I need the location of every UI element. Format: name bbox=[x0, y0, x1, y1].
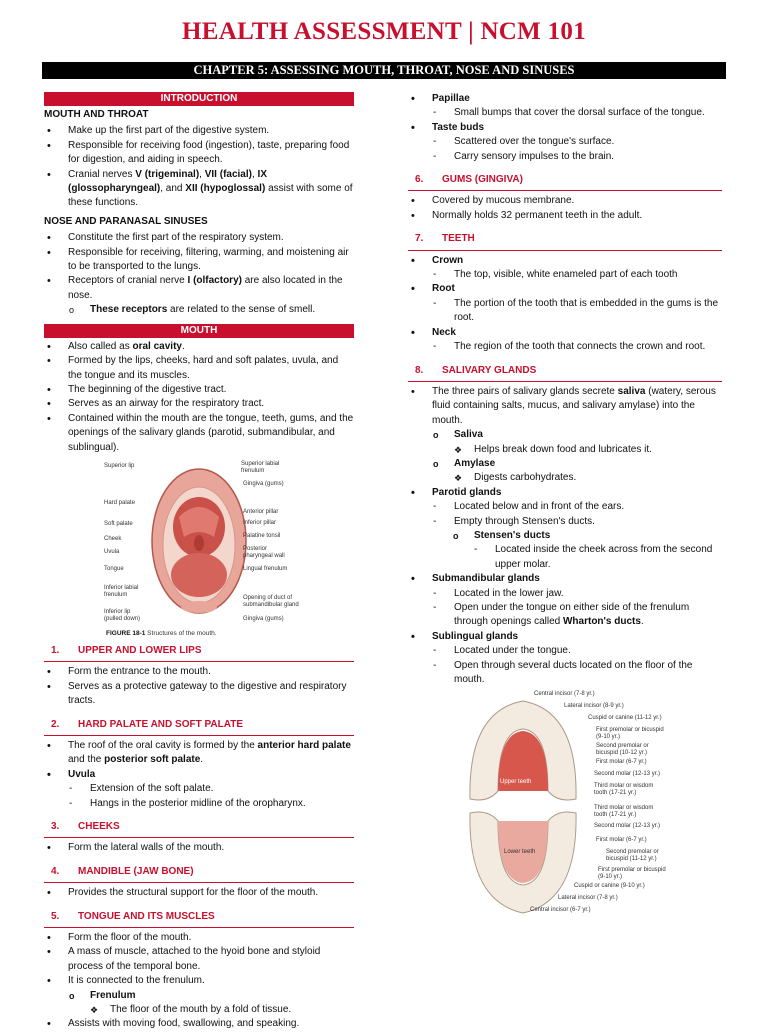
list-subitem: - Open through several ducts located on the floor of the mouth. bbox=[408, 659, 722, 688]
section-heading: 5. TONGUE AND ITS MUSCLES bbox=[44, 907, 354, 928]
mouth-figure bbox=[44, 457, 354, 635]
tooth-label: Cuspid or canine (11-12 yr.) bbox=[588, 715, 662, 722]
list-subitem: - Scattered over the tongue's surface. bbox=[408, 135, 722, 149]
list-subitem: o Stensen's ducts bbox=[408, 529, 722, 543]
list-item: • Serves as a protective gateway to the digestive and respiratory tracts. bbox=[44, 680, 354, 709]
figure-label: Gingiva (gums) bbox=[243, 615, 284, 622]
tooth-label: Lateral incisor (7-8 yr.) bbox=[558, 895, 618, 902]
list-item: • Serves as an airway for the respiratory tract. bbox=[44, 397, 354, 411]
figure-label: Gingiva (gums) bbox=[243, 480, 284, 487]
figure-label: Soft palate bbox=[104, 520, 133, 527]
left-column bbox=[44, 92, 354, 1032]
list-item: • Form the lateral walls of the mouth. bbox=[44, 841, 354, 855]
section-heading: 4. MANDIBLE (JAW BONE) bbox=[44, 862, 354, 883]
figure-label: Superior labial frenulum bbox=[241, 460, 280, 474]
mouth-bar: MOUTH bbox=[44, 324, 354, 338]
figure-label: Superior lip bbox=[104, 462, 135, 469]
section-heading: 6. GUMS (GINGIVA) bbox=[408, 170, 722, 191]
list-subitem: - Extension of the soft palate. bbox=[44, 782, 354, 796]
figure-label: Uvula bbox=[104, 548, 120, 555]
figure-label: Inferior pillar bbox=[243, 519, 277, 526]
list-item: • Receptors of cranial nerve I (olfactory) are also located in the nose. bbox=[44, 274, 354, 303]
tooth-label: Cuspid or canine (9-10 yr.) bbox=[574, 883, 645, 890]
figure-label: Inferior lip (pulled down) bbox=[104, 608, 141, 622]
chapter-bar: CHAPTER 5: ASSESSING MOUTH, THROAT, NOSE AND SINUSES bbox=[42, 62, 726, 79]
list-subitem: - Hangs in the posterior midline of the oropharynx. bbox=[44, 797, 354, 811]
list-item: • The three pairs of salivary glands secrete saliva (watery, serous fluid containing salts, mucus, and salivary amylase) into the mouth. bbox=[408, 385, 722, 428]
lower-teeth-label: Lower teeth bbox=[504, 849, 536, 856]
list-subitem: - Small bumps that cover the dorsal surface of the tongue. bbox=[408, 106, 722, 120]
tooth-label: Second molar (12-13 yr.) bbox=[594, 823, 661, 830]
list-item: • Covered by mucous membrane. bbox=[408, 194, 722, 208]
list-item: • Make up the first part of the digestive system. bbox=[44, 124, 354, 138]
section-heading: 7. TEETH bbox=[408, 229, 722, 250]
list-item: • Crown bbox=[408, 254, 722, 268]
list-item: • The roof of the oral cavity is formed by the anterior hard palate and the posterior soft palate. bbox=[44, 739, 354, 768]
list-subitem: - The top, visible, white enameled part of each tooth bbox=[408, 268, 722, 282]
list-subitem: - Located below and in front of the ears. bbox=[408, 500, 722, 514]
list-item: • Provides the structural support for the floor of the mouth. bbox=[44, 886, 354, 900]
list-subitem: o Saliva bbox=[408, 428, 722, 442]
list-subitem: o These receptors are related to the sense of smell. bbox=[44, 303, 354, 317]
section-heading: 1. UPPER AND LOWER LIPS bbox=[44, 641, 354, 662]
section-heading: 2. HARD PALATE AND SOFT PALATE bbox=[44, 715, 354, 736]
figure-label: Cheek bbox=[104, 535, 122, 542]
figure-label: Anterior pillar bbox=[243, 508, 279, 515]
section-heading: 3. CHEEKS bbox=[44, 817, 354, 838]
list-item: • Constitute the first part of the respiratory system. bbox=[44, 231, 354, 245]
figure-label: Inferior labial frenulum bbox=[104, 584, 139, 598]
list-item: • Also called as oral cavity. bbox=[44, 340, 354, 354]
list-subitem: - Located in the lower jaw. bbox=[408, 587, 722, 601]
introduction-bar: INTRODUCTION bbox=[44, 92, 354, 106]
list-subitem: - Located under the tongue. bbox=[408, 644, 722, 658]
tooth-label: Central incisor (7-8 yr.) bbox=[534, 691, 595, 698]
list-item: • Uvula bbox=[44, 768, 354, 782]
figure-label: Tongue bbox=[104, 565, 124, 572]
list-item: • Parotid glands bbox=[408, 486, 722, 500]
tooth-label: First premolar or bicuspid (9-10 yr.) bbox=[598, 867, 666, 881]
list-item: • Taste buds bbox=[408, 121, 722, 135]
tooth-label: Second premolar or bicuspid (11-12 yr.) bbox=[606, 849, 659, 863]
teeth-figure bbox=[408, 691, 722, 931]
list-subitem: - Empty through Stensen's ducts. bbox=[408, 515, 722, 529]
list-item: • Contained within the mouth are the tongue, teeth, gums, and the openings of the salivary glands (parotid, submandibular, and sublingual). bbox=[44, 412, 354, 455]
right-column bbox=[408, 92, 722, 931]
list-subitem: ❖ Helps break down food and lubricates it. bbox=[408, 443, 722, 457]
tooth-label: Second molar (12-13 yr.) bbox=[594, 771, 661, 778]
list-item: • Form the floor of the mouth. bbox=[44, 931, 354, 945]
list-item: • It is connected to the frenulum. bbox=[44, 974, 354, 988]
list-subitem: - Located inside the cheek across from the second upper molar. bbox=[408, 543, 722, 572]
tooth-label: First molar (6-7 yr.) bbox=[596, 837, 647, 844]
list-item: • Form the entrance to the mouth. bbox=[44, 665, 354, 679]
list-subitem: - Carry sensory impulses to the brain. bbox=[408, 150, 722, 164]
tooth-label: Central incisor (6-7 yr.) bbox=[530, 907, 591, 914]
page-title: HEALTH ASSESSMENT | NCM 101 bbox=[182, 18, 586, 45]
list-subitem: ❖ The floor of the mouth by a fold of tissue. bbox=[44, 1003, 354, 1017]
upper-teeth-label: Upper teeth bbox=[500, 779, 532, 786]
list-item: • Responsible for receiving food (ingestion), taste, preparing food for digestion, and aiding in speech. bbox=[44, 139, 354, 168]
figure-label: Hard palate bbox=[104, 499, 136, 506]
list-subitem: ❖ Digests carbohydrates. bbox=[408, 471, 722, 485]
list-subitem: - Open under the tongue on either side of the frenulum through openings called Wharton's ducts. bbox=[408, 601, 722, 630]
tooth-label: Third molar or wisdom tooth (17-21 yr.) bbox=[594, 783, 654, 797]
nose-sinuses-heading: NOSE AND PARANASAL SINUSES bbox=[44, 215, 208, 227]
tooth-label: Third molar or wisdom tooth (17-21 yr.) bbox=[594, 805, 654, 819]
list-item: • A mass of muscle, attached to the hyoid bone and styloid process of the temporal bone. bbox=[44, 945, 354, 974]
list-item: • The beginning of the digestive tract. bbox=[44, 383, 354, 397]
list-item: • Root bbox=[408, 282, 722, 296]
figure-label: Palatine tonsil bbox=[243, 532, 281, 539]
list-item: • Cranial nerves V (trigeminal), VII (facial), IX (glossopharyngeal), and XII (hypoglossal) assist with some of these functions. bbox=[44, 168, 354, 211]
list-item: • Formed by the lips, cheeks, hard and soft palates, uvula, and the tongue and its muscles. bbox=[44, 354, 354, 383]
tooth-label: Lateral incisor (8-9 yr.) bbox=[564, 703, 624, 710]
list-item: • Assists with moving food, swallowing, and speaking. bbox=[44, 1017, 354, 1031]
list-subitem: - The portion of the tooth that is embedded in the gums is the root. bbox=[408, 297, 722, 326]
list-subitem: o Amylase bbox=[408, 457, 722, 471]
mouth-throat-heading: MOUTH AND THROAT bbox=[44, 109, 149, 120]
list-item: • Submandibular glands bbox=[408, 572, 722, 586]
figure-label: Opening of duct of submandibular gland bbox=[243, 594, 299, 608]
list-item: • Neck bbox=[408, 326, 722, 340]
tooth-label: First molar (6-7 yr.) bbox=[596, 759, 647, 766]
list-item: • Sublingual glands bbox=[408, 630, 722, 644]
figure-label: Posterior pharyngeal wall bbox=[243, 545, 285, 559]
tooth-label: Second premolar or bicuspid (10-12 yr.) bbox=[596, 743, 649, 757]
list-subitem: o Frenulum bbox=[44, 989, 354, 1003]
list-subitem: - The region of the tooth that connects the crown and root. bbox=[408, 340, 722, 354]
tooth-label: First premolar or bicuspid (9-10 yr.) bbox=[596, 727, 664, 741]
list-item: • Papillae bbox=[408, 92, 722, 106]
list-item: • Normally holds 32 permanent teeth in the adult. bbox=[408, 209, 722, 223]
section-heading: 8. SALIVARY GLANDS bbox=[408, 361, 722, 382]
figure-caption: FIGURE 18-1 Structures of the mouth. bbox=[106, 629, 217, 637]
list-item: • Responsible for receiving, filtering, warming, and moistening air to be transported to the lungs. bbox=[44, 246, 354, 275]
figure-label: Lingual frenulum bbox=[243, 565, 288, 572]
